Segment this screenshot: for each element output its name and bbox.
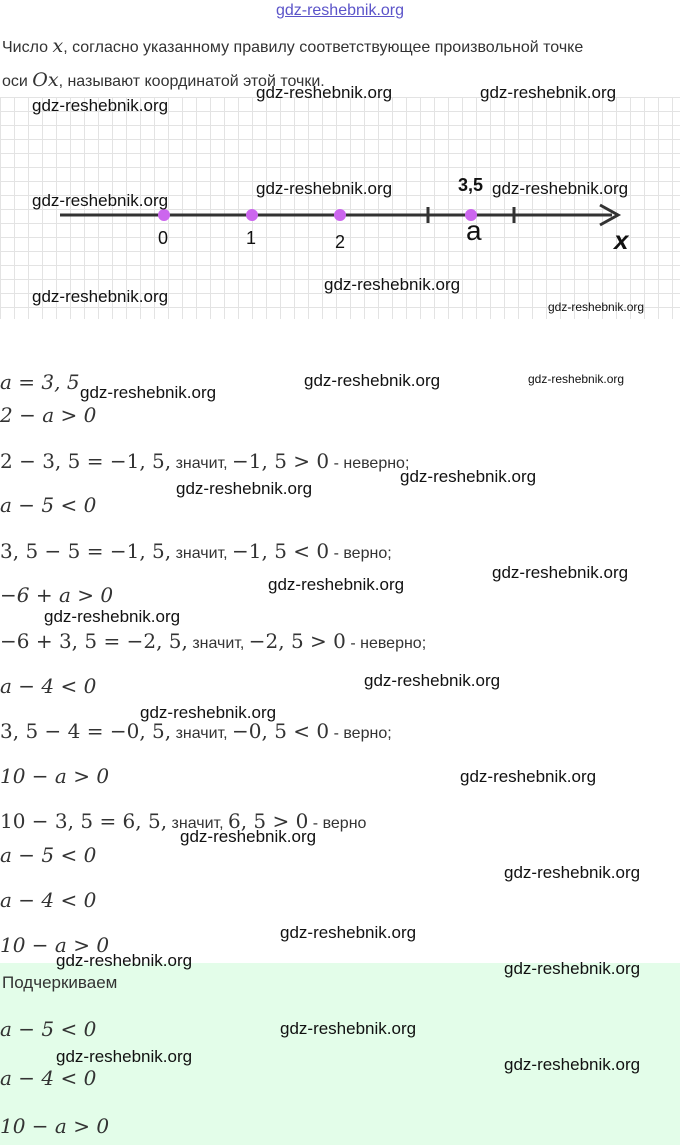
- site-link[interactable]: gdz-reshebnik.org: [275, 2, 405, 19]
- watermark: gdz-reshebnik.org: [280, 923, 417, 942]
- watermark: gdz-reshebnik.org: [140, 703, 277, 722]
- intro-text: Число: [2, 39, 53, 56]
- calc-line: a − 4 < 0: [0, 888, 97, 912]
- watermark: gdz-reshebnik.org: [492, 179, 629, 198]
- point-1: [246, 209, 258, 221]
- watermark: gdz-reshebnik.org: [32, 191, 169, 210]
- watermark: gdz-reshebnik.org: [180, 827, 317, 846]
- point-2: [334, 209, 346, 221]
- calc-line: −6 + 3, 5 = −2, 5, значит, −2, 5 > 0 - неверно;: [0, 629, 427, 653]
- tick-label-1: 1: [246, 228, 257, 248]
- watermark: gdz-reshebnik.org: [504, 1055, 641, 1074]
- answer-line: a − 5 < 0: [0, 1017, 97, 1041]
- point-a-label: a: [466, 215, 482, 246]
- watermark: gdz-reshebnik.org: [548, 300, 645, 314]
- watermark: gdz-reshebnik.org: [176, 479, 313, 498]
- calc-line: −6 + a > 0: [0, 583, 114, 607]
- watermark: gdz-reshebnik.org: [324, 275, 461, 294]
- calc-line: a − 4 < 0: [0, 674, 97, 698]
- calc-line: 10 − a > 0: [0, 764, 110, 788]
- watermark: gdz-reshebnik.org: [280, 1019, 417, 1038]
- watermark: gdz-reshebnik.org: [32, 96, 169, 115]
- calc-line: 10 − 3, 5 = 6, 5, значит, 6, 5 > 0 - верно: [0, 809, 367, 833]
- watermark: gdz-reshebnik.org: [268, 575, 405, 594]
- watermark: gdz-reshebnik.org: [504, 959, 641, 978]
- calc-line: a − 5 < 0: [0, 493, 97, 517]
- watermark: gdz-reshebnik.org: [460, 767, 597, 786]
- calc-line: 2 − a > 0: [0, 403, 97, 427]
- intro-text: , называют координатой этой точки.: [58, 73, 325, 90]
- watermark: gdz-reshebnik.org: [528, 372, 625, 386]
- variable-x: x: [52, 35, 64, 57]
- point-value-label: 3,5: [458, 175, 484, 195]
- watermark: gdz-reshebnik.org: [32, 287, 169, 306]
- answer-line: a − 4 < 0: [0, 1066, 97, 1090]
- watermark: gdz-reshebnik.org: [56, 1047, 193, 1066]
- watermark: gdz-reshebnik.org: [304, 371, 441, 390]
- watermark: gdz-reshebnik.org: [256, 83, 393, 102]
- calc-line: 3, 5 − 4 = −0, 5, значит, −0, 5 < 0 - верно;: [0, 719, 392, 743]
- calc-line: 2 − 3, 5 = −1, 5, значит, −1, 5 > 0 - неверно;: [0, 449, 410, 473]
- calc-line: a = 3, 5: [0, 370, 80, 394]
- watermark: gdz-reshebnik.org: [256, 179, 393, 198]
- watermark: gdz-reshebnik.org: [400, 467, 537, 486]
- tick-label-0: 0: [158, 228, 169, 248]
- watermark: gdz-reshebnik.org: [504, 863, 641, 882]
- watermark: gdz-reshebnik.org: [480, 83, 617, 102]
- intro-line-1: [2, 35, 583, 57]
- calc-line: 3, 5 − 5 = −1, 5, значит, −1, 5 < 0 - верно;: [0, 539, 392, 563]
- watermark: gdz-reshebnik.org: [56, 951, 193, 970]
- intro-text: оси: [2, 73, 33, 90]
- watermark: gdz-reshebnik.org: [44, 607, 181, 626]
- calc-line: a − 5 < 0: [0, 843, 97, 867]
- intro-text: , согласно указанному правилу соответствующее произвольной точке: [63, 39, 584, 56]
- watermark: gdz-reshebnik.org: [492, 563, 629, 582]
- answer-line: 10 − a > 0: [0, 1114, 110, 1138]
- answer-title: Подчеркиваем: [2, 973, 118, 992]
- calc-line: 10 − a > 0: [0, 933, 110, 957]
- watermark: gdz-reshebnik.org: [80, 383, 217, 402]
- axis-x-label: x: [614, 225, 629, 255]
- variable-ox: Ox: [32, 69, 59, 91]
- watermark: gdz-reshebnik.org: [364, 671, 501, 690]
- tick-label-2: 2: [335, 232, 346, 252]
